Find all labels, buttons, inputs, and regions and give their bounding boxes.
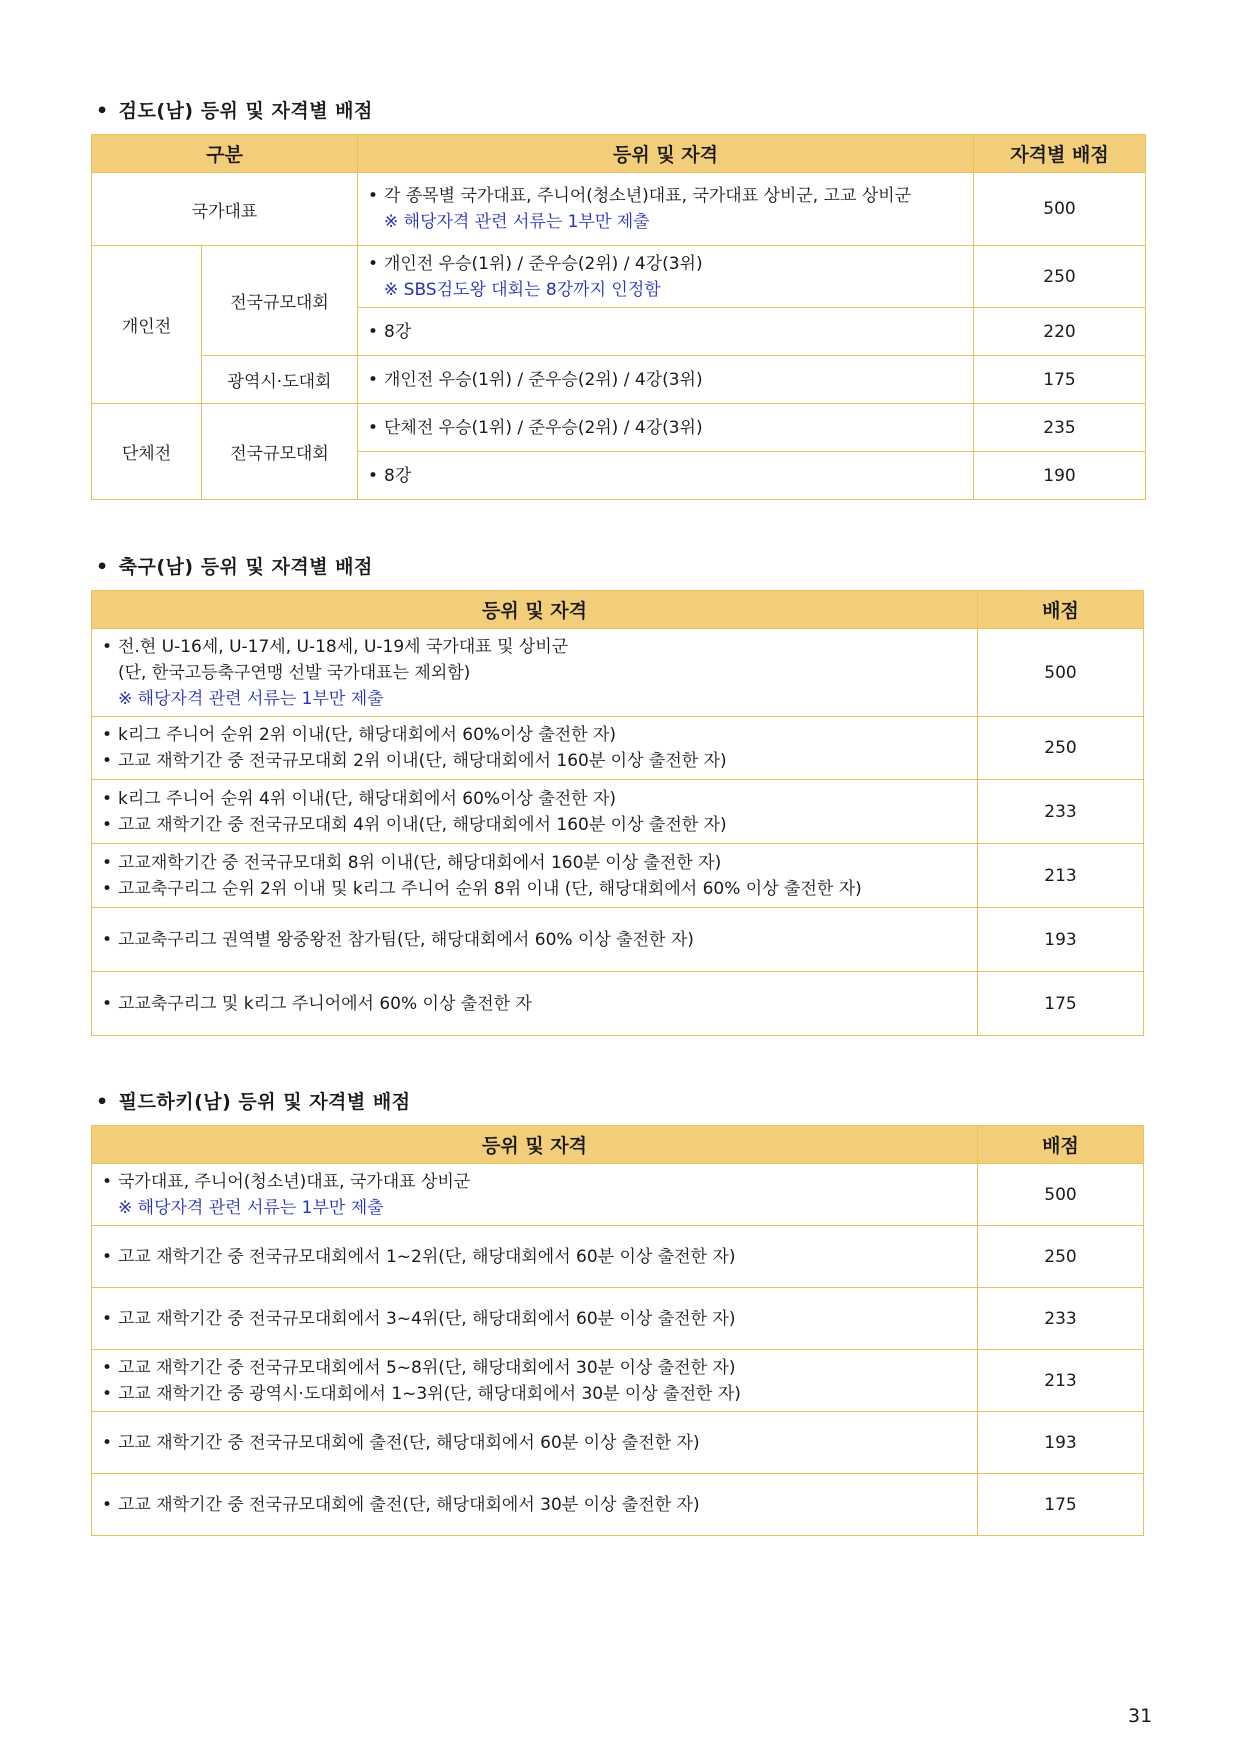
- category-individual: 개인전: [92, 246, 202, 404]
- table-header-row: [92, 1126, 1144, 1164]
- rank-line: • 고교축구리그 순위 2위 이내 및 k리그 주니어 순위 8위 이내 (단, 해당대회에서 60% 이상 출전한 자): [102, 876, 977, 902]
- note-text: ※ 해당자격 관련 서류는 1부만 제출: [384, 212, 650, 232]
- rank-line: • 단체전 우승(1위) / 준우승(2위) / 4강(3위): [368, 415, 973, 441]
- rank-line: • 각 종목별 국가대표, 주니어(청소년)대표, 국가대표 상비군, 고교 상비군: [368, 183, 973, 209]
- rank-line: • k리그 주니어 순위 2위 이내(단, 해당대회에서 60%이상 출전한 자): [102, 722, 977, 748]
- rank-cell: [358, 173, 974, 246]
- score-cell: 213: [978, 1350, 1144, 1412]
- note-text: ※ SBS검도왕 대회는 8강까지 인정함: [384, 279, 661, 300]
- kendo-section-title: [96, 96, 373, 123]
- rank-cell: [92, 1350, 978, 1412]
- header-score: 배점: [978, 591, 1144, 629]
- score-cell: 175: [978, 972, 1144, 1036]
- table-row: [92, 844, 1144, 908]
- level-national: 전국규모대회: [202, 246, 358, 356]
- score-cell: 193: [978, 1412, 1144, 1474]
- category-team: 단체전: [92, 404, 202, 500]
- score-cell: 233: [978, 780, 1144, 844]
- table-row: [92, 629, 1144, 717]
- rank-line: • 개인전 우승(1위) / 준우승(2위) / 4강(3위): [368, 251, 973, 277]
- soccer-title-text: 축구(남) 등위 및 자격별 배점: [118, 556, 373, 578]
- table-row: [92, 1474, 1144, 1536]
- rank-cell: [358, 356, 974, 404]
- rank-line: • 고교축구리그 권역별 왕중왕전 참가팀(단, 해당대회에서 60% 이상 출전한 자): [102, 927, 977, 953]
- table-row: [92, 1288, 1144, 1350]
- table-header-row: [92, 135, 1146, 173]
- rank-cell: [92, 972, 978, 1036]
- rank-cell: [92, 717, 978, 780]
- rank-line: • 고교 재학기간 중 전국규모대회에서 3~4위(단, 해당대회에서 60분 이상 출전한 자): [102, 1306, 977, 1332]
- score-cell: 500: [978, 1164, 1144, 1226]
- rank-line: • 8강: [368, 463, 973, 489]
- rank-cell: [92, 780, 978, 844]
- header-rank: 등위 및 자격: [92, 591, 978, 629]
- note-text: ※ 해당자격 관련 서류는 1부만 제출: [118, 688, 384, 709]
- rank-line: • 전.현 U-16세, U-17세, U-18세, U-19세 국가대표 및 상비군: [102, 634, 977, 660]
- kendo-title-text: 검도(남) 등위 및 자격별 배점: [118, 100, 373, 122]
- score-cell: 500: [978, 629, 1144, 717]
- rank-line: • 고교 재학기간 중 전국규모대회에서 5~8위(단, 해당대회에서 30분 이상 출전한 자): [102, 1355, 977, 1381]
- score-cell: 250: [978, 1226, 1144, 1288]
- bullet-icon: •: [96, 1091, 109, 1113]
- rank-line: • 8강: [368, 319, 973, 345]
- rank-line: • 고교 재학기간 중 전국규모대회에 출전(단, 해당대회에서 30분 이상 출전한 자): [102, 1492, 977, 1518]
- rank-cell: [92, 1474, 978, 1536]
- level-regional: 광역시·도대회: [202, 356, 358, 404]
- hockey-table: [91, 1125, 1144, 1536]
- rank-line: • 고교 재학기간 중 전국규모대회에서 1~2위(단, 해당대회에서 60분 이상 출전한 자): [102, 1244, 977, 1270]
- score-cell: 190: [974, 452, 1146, 500]
- header-rank: 등위 및 자격: [92, 1126, 978, 1164]
- header-score: 자격별 배점: [974, 135, 1146, 173]
- score-cell: 500: [974, 173, 1146, 246]
- header-category: 구분: [92, 135, 358, 173]
- rank-line: • k리그 주니어 순위 4위 이내(단, 해당대회에서 60%이상 출전한 자): [102, 786, 977, 812]
- score-cell: 235: [974, 404, 1146, 452]
- rank-cell: [92, 1226, 978, 1288]
- header-score: 배점: [978, 1126, 1144, 1164]
- score-cell: 213: [978, 844, 1144, 908]
- rank-cell: [92, 1412, 978, 1474]
- rank-cell: [92, 844, 978, 908]
- table-row: [92, 404, 1146, 452]
- table-row: [92, 1226, 1144, 1288]
- table-row: [92, 972, 1144, 1036]
- rank-cell: [358, 452, 974, 500]
- rank-line: • 개인전 우승(1위) / 준우승(2위) / 4강(3위): [368, 367, 973, 393]
- header-rank: 등위 및 자격: [358, 135, 974, 173]
- rank-cell: [92, 908, 978, 972]
- soccer-section-title: [96, 552, 373, 579]
- table-row: [92, 780, 1144, 844]
- soccer-table: [91, 590, 1144, 1036]
- bullet-icon: •: [96, 100, 109, 122]
- rank-line: • 고교 재학기간 중 전국규모대회 2위 이내(단, 해당대회에서 160분 이상 출전한 자): [102, 748, 977, 774]
- score-cell: 175: [978, 1474, 1144, 1536]
- kendo-table: [91, 134, 1146, 500]
- rank-cell: [358, 404, 974, 452]
- table-row: [92, 1350, 1144, 1412]
- note-text: ※ 해당자격 관련 서류는 1부만 제출: [118, 1197, 384, 1218]
- score-cell: 220: [974, 308, 1146, 356]
- table-row: [92, 356, 1146, 404]
- table-row: [92, 1412, 1144, 1474]
- table-row: [92, 908, 1144, 972]
- rank-cell: [92, 1164, 978, 1226]
- hockey-title-text: 필드하키(남) 등위 및 자격별 배점: [118, 1091, 411, 1113]
- table-row: [92, 246, 1146, 308]
- rank-line: • 고교재학기간 중 전국규모대회 8위 이내(단, 해당대회에서 160분 이상 출전한 자): [102, 850, 977, 876]
- score-cell: 193: [978, 908, 1144, 972]
- table-row: [92, 717, 1144, 780]
- table-row: [92, 173, 1146, 246]
- bullet-icon: •: [96, 556, 109, 578]
- level-national: 전국규모대회: [202, 404, 358, 500]
- table-header-row: [92, 591, 1144, 629]
- rank-cell: [358, 308, 974, 356]
- rank-line: • 고교 재학기간 중 전국규모대회 4위 이내(단, 해당대회에서 160분 이상 출전한 자): [102, 812, 977, 838]
- score-cell: 175: [974, 356, 1146, 404]
- rank-cell: [358, 246, 974, 308]
- rank-line: • 국가대표, 주니어(청소년)대표, 국가대표 상비군: [102, 1169, 977, 1195]
- rank-line: • 고교 재학기간 중 전국규모대회에 출전(단, 해당대회에서 60분 이상 출전한 자): [102, 1430, 977, 1456]
- rank-line: • 고교 재학기간 중 광역시·도대회에서 1~3위(단, 해당대회에서 30분 이상 출전한 자): [102, 1381, 977, 1407]
- rank-cell: [92, 1288, 978, 1350]
- score-cell: 233: [978, 1288, 1144, 1350]
- category-national: 국가대표: [92, 173, 358, 246]
- score-cell: 250: [974, 246, 1146, 308]
- hockey-section-title: [96, 1087, 411, 1114]
- rank-cell: [92, 629, 978, 717]
- rank-line: • 고교축구리그 및 k리그 주니어에서 60% 이상 출전한 자: [102, 991, 977, 1017]
- page-number: 31: [1128, 1705, 1153, 1727]
- rank-subline: (단, 한국고등축구연맹 선발 국가대표는 제외함): [118, 662, 471, 683]
- table-row: [92, 1164, 1144, 1226]
- score-cell: 250: [978, 717, 1144, 780]
